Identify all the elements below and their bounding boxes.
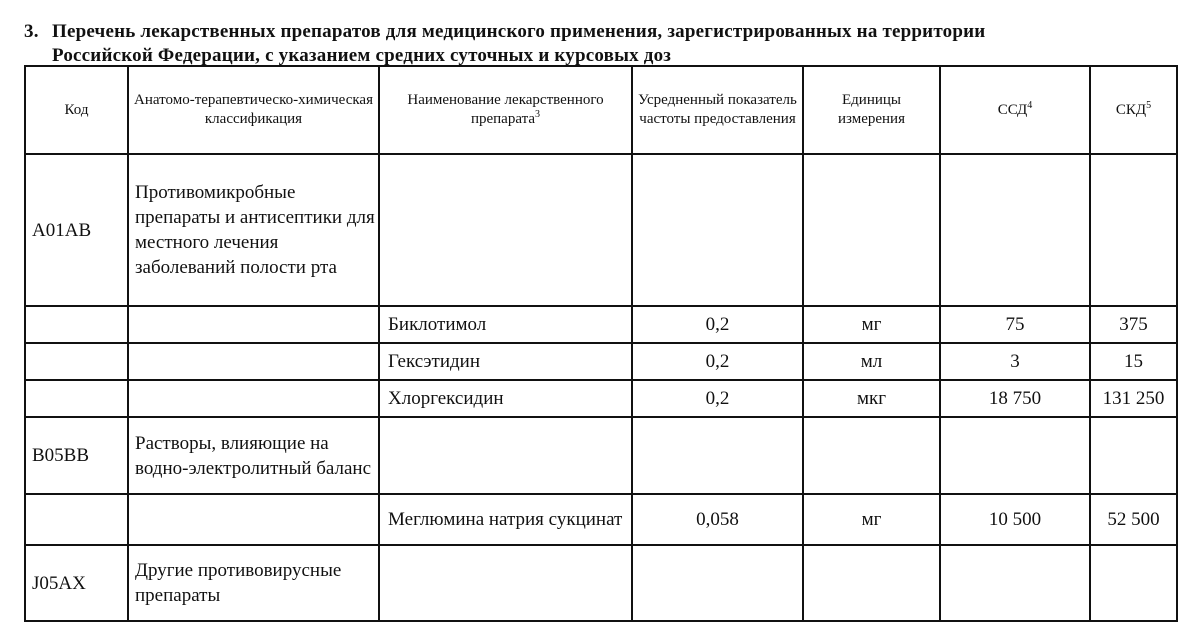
cell-skd [1090, 154, 1177, 306]
section-number: 3. [24, 21, 39, 42]
table-header-row [25, 66, 1177, 154]
cell-unit: мл [803, 343, 940, 380]
cell-freq [632, 545, 803, 621]
cell-unit: мг [803, 494, 940, 545]
cell-ssd: 75 [940, 306, 1090, 343]
cell-atc [128, 343, 379, 380]
cell-unit: мг [803, 306, 940, 343]
col-header-ssd [940, 66, 1090, 154]
cell-ssd [940, 545, 1090, 621]
cell-freq: 0,2 [632, 306, 803, 343]
cell-name: Меглюмина натрия сукцинат [379, 494, 632, 545]
cell-name: Биклотимол [379, 306, 632, 343]
cell-ssd: 18 750 [940, 380, 1090, 417]
col-header-ssd-text: ССД [997, 101, 1028, 118]
cell-code [25, 306, 128, 343]
cell-name: Гексэтидин [379, 343, 632, 380]
col-header-name-text: Наименование лекарственного препарата [407, 92, 604, 127]
cell-ssd [940, 417, 1090, 494]
cell-freq: 0,2 [632, 380, 803, 417]
cell-skd [1090, 417, 1177, 494]
cell-unit [803, 417, 940, 494]
table-row [25, 343, 1177, 380]
cell-atc: Растворы, влияющие на водно-электролитный баланс [128, 417, 379, 494]
col-header-code: Код [25, 66, 128, 154]
cell-code: J05AX [25, 545, 128, 621]
col-header-freq: Усредненный показатель частоты предоставления [632, 66, 803, 154]
cell-atc [128, 380, 379, 417]
col-header-ssd-footnote: 4 [1027, 99, 1033, 111]
section-title-line1: Перечень лекарственных препаратов для медицинского применения, зарегистрированных на территории [52, 21, 986, 42]
cell-ssd: 3 [940, 343, 1090, 380]
section-title-line2: Российской Федерации, с указанием средних суточных и курсовых доз [52, 45, 672, 66]
table-row [25, 417, 1177, 494]
cell-unit [803, 545, 940, 621]
cell-unit: мкг [803, 380, 940, 417]
col-header-skd [1090, 66, 1177, 154]
cell-code [25, 494, 128, 545]
cell-code [25, 343, 128, 380]
cell-atc [128, 306, 379, 343]
cell-skd: 375 [1090, 306, 1177, 343]
cell-skd: 52 500 [1090, 494, 1177, 545]
drug-table [24, 65, 1178, 622]
cell-ssd: 10 500 [940, 494, 1090, 545]
cell-atc [128, 494, 379, 545]
cell-skd [1090, 545, 1177, 621]
section-heading [24, 20, 1174, 68]
cell-name [379, 154, 632, 306]
table-row [25, 306, 1177, 343]
cell-skd: 15 [1090, 343, 1177, 380]
col-header-skd-text: СКД [1115, 101, 1147, 118]
cell-code: A01AB [25, 154, 128, 306]
table-row [25, 380, 1177, 417]
cell-code [25, 380, 128, 417]
table-row [25, 494, 1177, 545]
cell-freq: 0,2 [632, 343, 803, 380]
cell-atc: Противомикробные препараты и антисептики для местного лечения заболеваний полости рта [128, 154, 379, 306]
cell-atc: Другие противовирусные препараты [128, 545, 379, 621]
col-header-skd-footnote: 5 [1146, 99, 1152, 111]
cell-name: Хлоргексидин [379, 380, 632, 417]
cell-code: B05BB [25, 417, 128, 494]
cell-name [379, 545, 632, 621]
cell-skd: 131 250 [1090, 380, 1177, 417]
table-row [25, 154, 1177, 306]
col-header-name-footnote: 3 [535, 109, 541, 120]
cell-unit [803, 154, 940, 306]
table-row [25, 545, 1177, 621]
col-header-unit: Единицы измерения [803, 66, 940, 154]
col-header-name [379, 66, 632, 154]
cell-freq [632, 154, 803, 306]
cell-freq [632, 417, 803, 494]
cell-name [379, 417, 632, 494]
cell-freq: 0,058 [632, 494, 803, 545]
cell-ssd [940, 154, 1090, 306]
col-header-atc: Анатомо-терапевтическо-химическая классификация [128, 66, 379, 154]
